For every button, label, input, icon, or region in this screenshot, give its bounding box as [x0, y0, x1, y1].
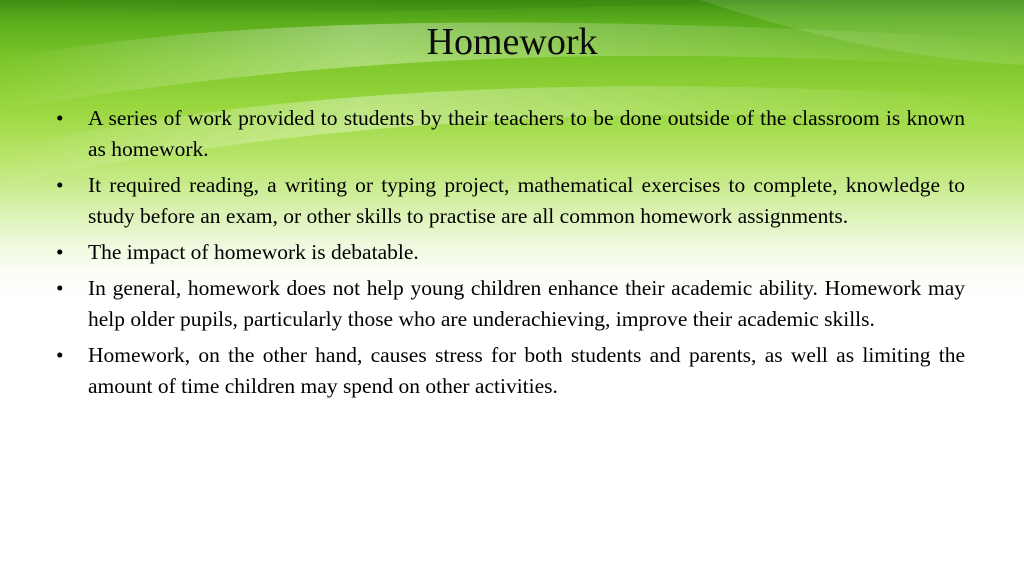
bullet-item [56, 273, 965, 335]
bullet-marker: • [56, 240, 64, 264]
bullet-item [56, 237, 965, 268]
bullet-marker: • [56, 276, 64, 300]
bullet-marker: • [56, 173, 64, 197]
bullet-list [56, 103, 965, 407]
bullet-text: A series of work provided to students by their teachers to be done outside of the classroom is known as homework. [88, 106, 965, 161]
bullet-item [56, 103, 965, 165]
bullet-text: The impact of homework is debatable. [88, 240, 419, 264]
bullet-text: It required reading, a writing or typing project, mathematical exercises to complete, knowledge to study before an exam, or other skills to practise are all common homework assignments. [88, 173, 965, 228]
bullet-text: Homework, on the other hand, causes stress for both students and parents, as well as limiting the amount of time children may spend on other activities. [88, 343, 965, 398]
bullet-item [56, 340, 965, 402]
bullet-item [56, 170, 965, 232]
bullet-marker: • [56, 343, 64, 367]
bullet-text: In general, homework does not help young children enhance their academic ability. Homework may help older pupils, particularly those who are underachieving, improve their academic skills. [88, 276, 965, 331]
bullet-marker: • [56, 106, 64, 130]
slide-title: Homework [426, 21, 598, 63]
